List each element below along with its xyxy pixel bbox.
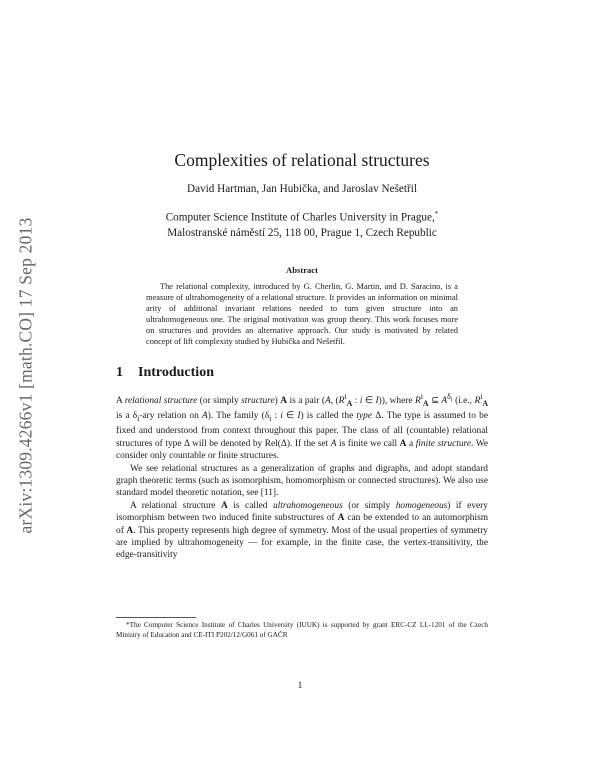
section-title: Introduction	[138, 364, 214, 380]
arxiv-identifier-stamp	[6, 180, 46, 570]
intro-paragraph-3: A relational structure A is called ultrahomogeneous (or simply homogeneous) if every isomorphism between two induced finite substructures of A can be extended to an automorphism of A. This property represents high degree of symmetry. Most of the usual properties of symmetry are implied by ultrahomogeneity — for example, in the finite case, the vertex-transitivity, the edge-transitivity	[116, 500, 489, 561]
intro-paragraph-2: We see relational structures as a generalization of graphs and digraphs, and adopt standard graph theoretic terms (such as isomorphism, homomorphism or connected structures). We also use standard model theoretic notation, see [11].	[116, 463, 488, 499]
paper-authors: David Hartman, Jan Hubička, and Jaroslav Nešetřil	[187, 183, 417, 195]
abstract-body: The relational complexity, introduced by G. Cherlin, G. Martin, and D. Saracino, is a measure of ultrahomogeneity of a relational structure. It provides an information on minimal arity of additional invariant relations needed to turn given structure into an ultrahomogeneous one. The original motivation was group theory. This work focuses more on structures and provides an alternative approach. Our study is motivated by related concept of lift complexity studied by Hubička and Nešetřil.	[146, 281, 458, 346]
abstract-heading: Abstract	[286, 264, 318, 275]
intro-paragraph-1: A relational structure (or simply structure) A is a pair (A, ($R^i_A$ : i ∈ I)), where $R^i_A$ ⊆ $A^{\delta_i}$ (i.e., $R^i_A$ is a $\delta_i$-ary relation on A). The family ($\delta_i$ : i ∈ I) is called the type Δ. The type is assumed to be fixed and understood from context throughout this paper. The class of all (countable) relational structures of type Δ will be denoted by Rel(Δ). If the set A is finite we call A a finite structure. We consider only countable or finite structures.	[116, 391, 489, 462]
affiliation-line-1: Computer Science Institute of Charles University in Prague,	[165, 211, 435, 224]
footnote-mark: *	[434, 210, 439, 218]
affiliation-line-2: Malostranské náměstí 25, 118 00, Prague 1, Czech Republic	[167, 226, 437, 239]
footnote: *The Computer Science Institute of Charles University (IUUK) is supported by grant ERC-CZ LL-1201 of the Czech Ministry of Education and CE-ITI P202/12/G061 of GAČR	[116, 621, 488, 639]
section-heading	[116, 365, 488, 381]
page-number: 1	[297, 681, 303, 691]
paper-affiliation	[116, 207, 488, 241]
paper-page	[116, 150, 488, 562]
section-number: 1	[116, 364, 123, 380]
footnote-rule	[116, 617, 196, 618]
arxiv-identifier-text: arXiv:1309.4266v1 [math.CO] 17 Sep 2013	[15, 217, 36, 533]
paper-title: Complexities of relational structures	[174, 150, 430, 170]
